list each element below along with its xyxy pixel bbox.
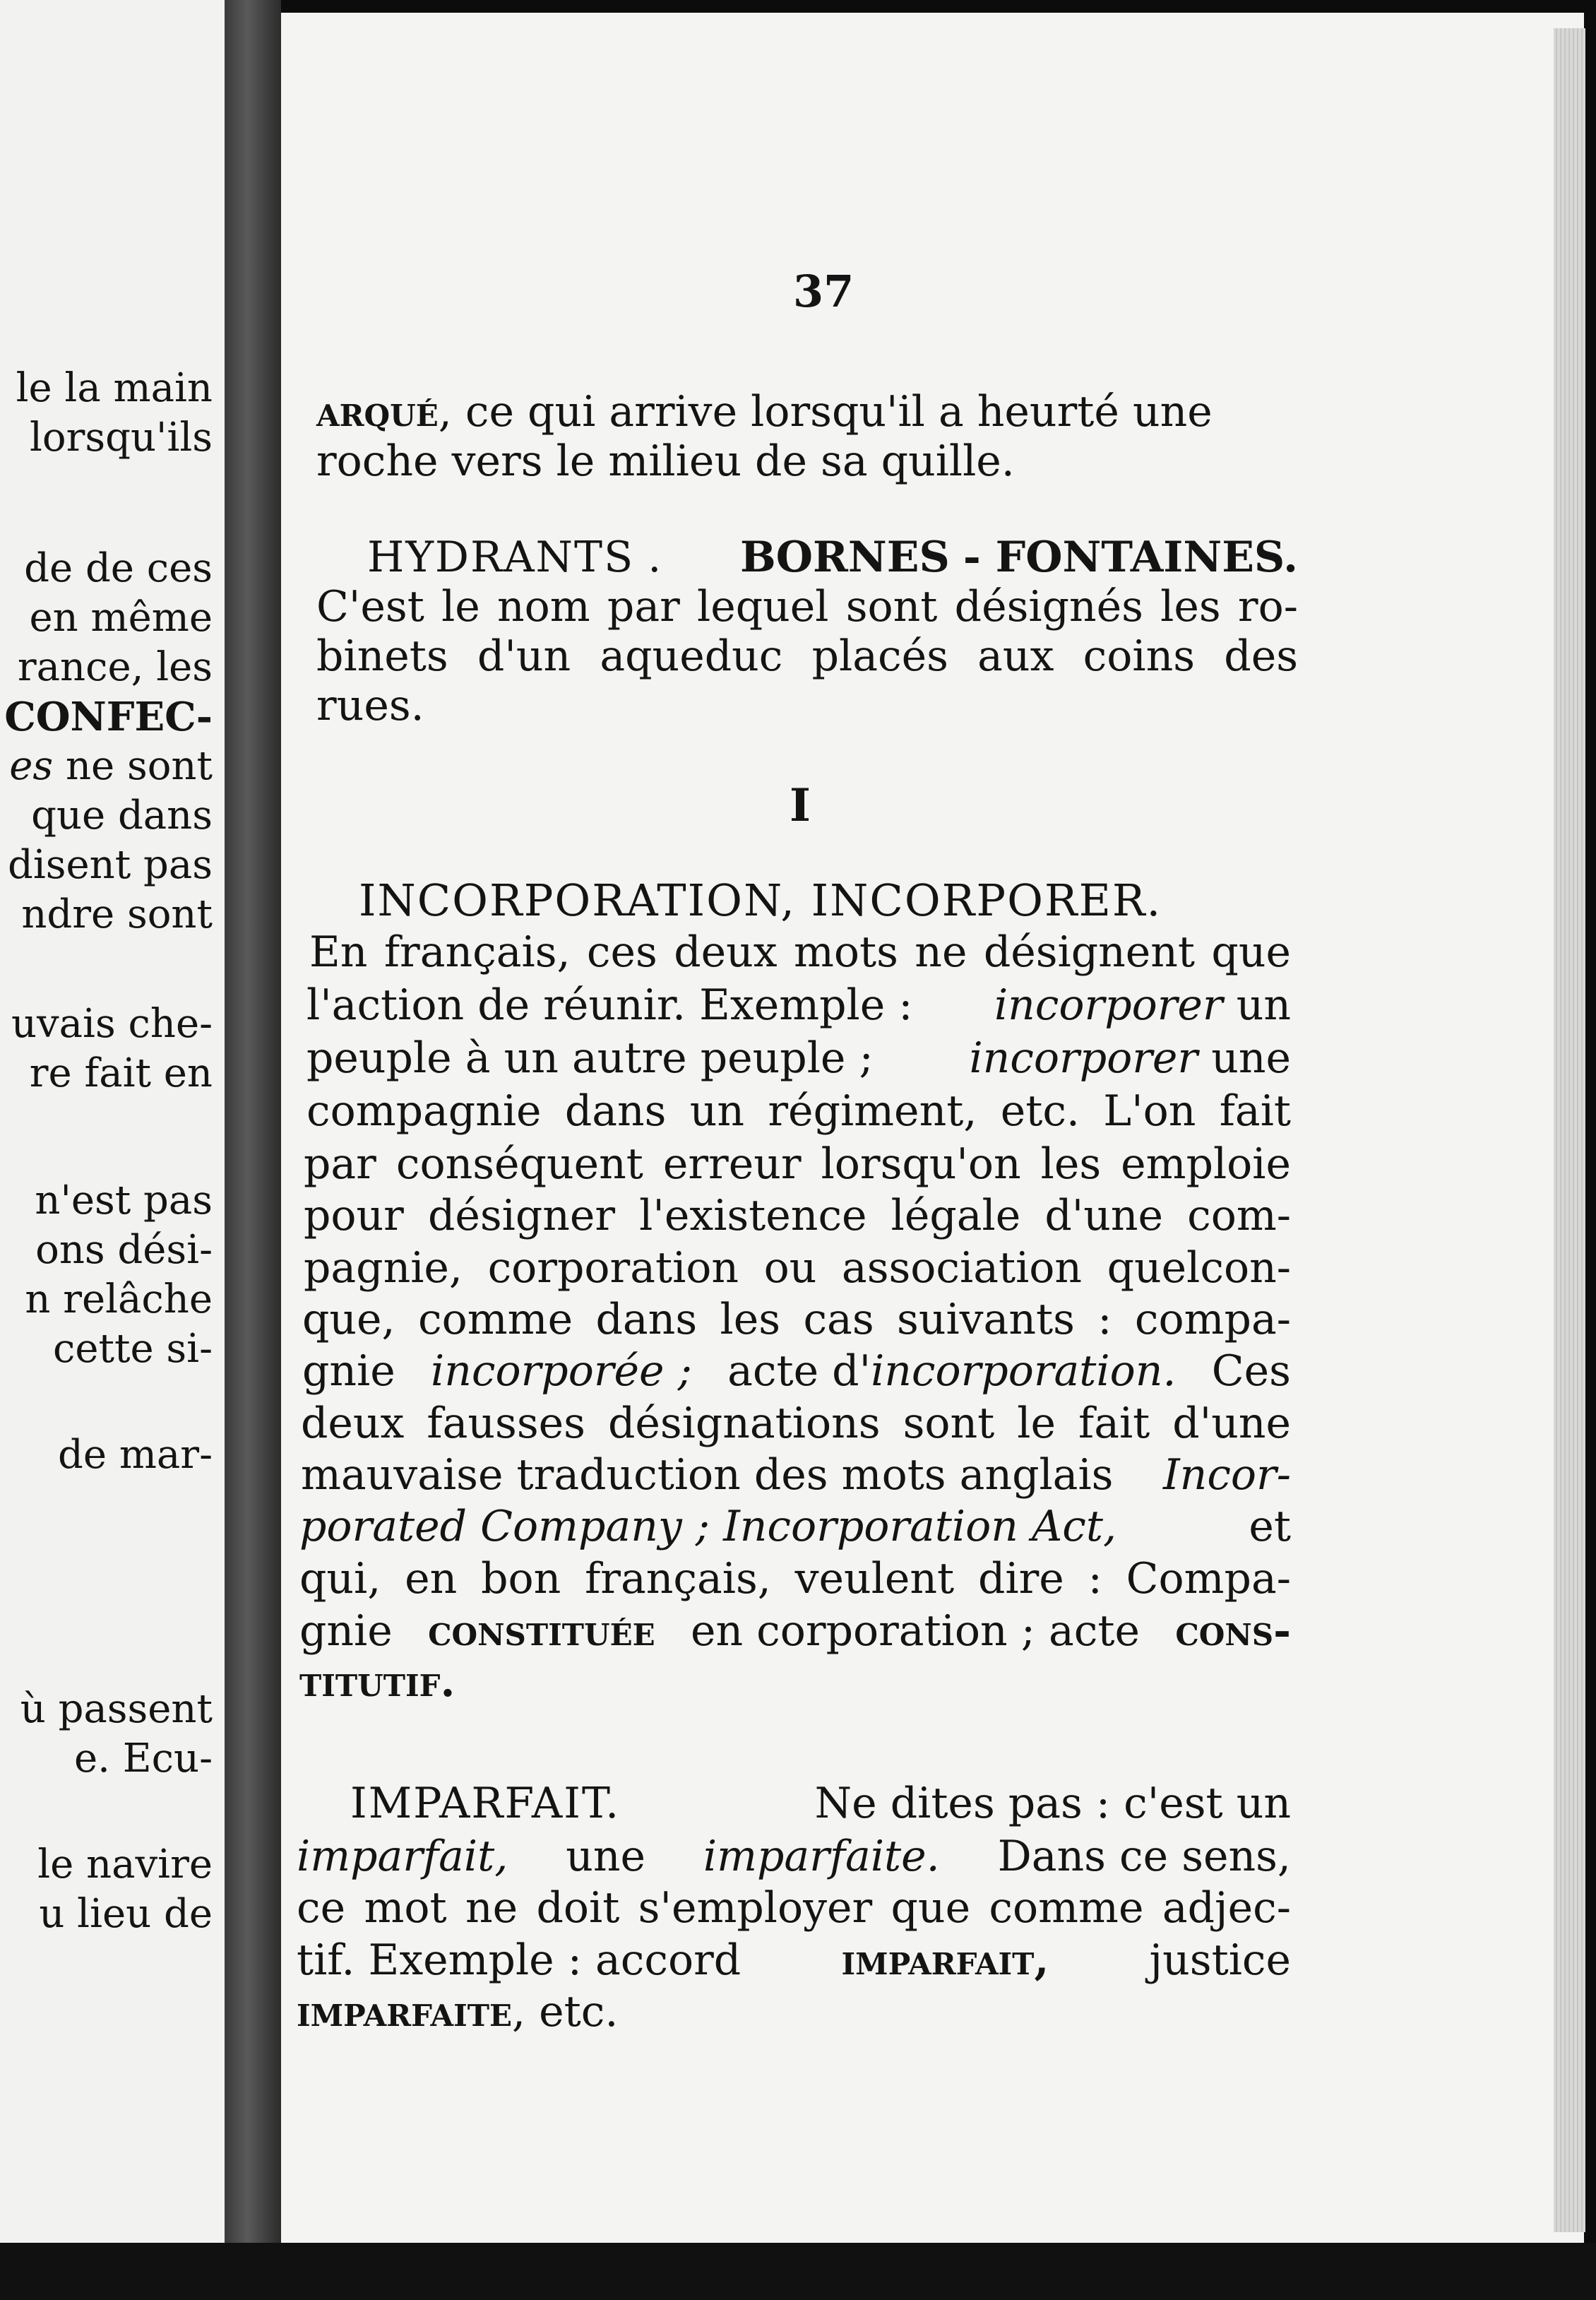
hydrants-line-3: rues. xyxy=(316,681,424,730)
left-page-fragment-line: de de ces xyxy=(24,545,213,591)
incorporation-line-8: que, comme dans les cas suivants : compa- xyxy=(302,1295,1291,1344)
term-arque: arqué xyxy=(316,387,439,437)
incorporation-line-13: qui, en bon français, veulent dire : Compa- xyxy=(299,1554,1291,1604)
main-page xyxy=(281,13,1584,2248)
page-number: 37 xyxy=(793,266,854,317)
left-page-fragment-line: le la main xyxy=(16,365,213,411)
page-edge xyxy=(1554,28,1585,2232)
left-page-fragment-line: n relâche xyxy=(25,1276,213,1322)
incorporation-line-15: titutif. xyxy=(299,1657,455,1707)
left-page-fragment-line: le navire xyxy=(37,1842,213,1887)
incorporation-line-14: gnie constituée en corporation ; acte cons- xyxy=(299,1606,1291,1656)
bottom-shadow xyxy=(0,2243,1596,2300)
left-page-fragment-line: uvais che- xyxy=(11,1001,213,1047)
left-page-fragment-line: ons dési- xyxy=(35,1227,213,1273)
hydrants-line-2: binets d'un aqueduc placés aux coins des xyxy=(316,632,1298,681)
left-page-fragment-line: ù passent xyxy=(20,1686,213,1732)
headword-incorporation: INCORPORATION, INCORPORER. xyxy=(359,875,1162,926)
left-facing-page xyxy=(0,0,244,2243)
incorporation-line-7: pagnie, corporation ou association quelcon- xyxy=(304,1243,1291,1293)
hydrants-heading-line xyxy=(367,533,1298,582)
hydrants-line-1: C'est le nom par lequel sont désignés les ro- xyxy=(316,582,1298,632)
hydrants-translation: BORNES - FONTAINES. xyxy=(740,533,1298,582)
headword-period: . xyxy=(648,533,662,582)
incorporation-line-11: mauvaise traduction des mots anglais Incor- xyxy=(301,1450,1291,1500)
left-page-fragment-line: ndre sont xyxy=(21,891,213,937)
left-page-fragment-line: e. Ecu- xyxy=(74,1736,213,1782)
left-page-fragment-line: CONFEC- xyxy=(4,694,213,740)
headword-hydrants: HYDRANTS xyxy=(367,533,635,582)
incorporation-line-1: En français, ces deux mots ne désignent que xyxy=(309,927,1291,977)
continuation-line-2: roche vers le milieu de sa quille. xyxy=(316,437,1015,486)
incorporation-line-5: par conséquent erreur lorsqu'on les emploie xyxy=(304,1139,1291,1189)
incorporation-line-6: pour désigner l'existence légale d'une com- xyxy=(304,1191,1291,1240)
continuation-text: , ce qui arrive lorsqu'il a heurté une xyxy=(438,387,1213,437)
left-page-fragment-line: re fait en xyxy=(29,1050,213,1096)
left-page-fragment-line: cette si- xyxy=(52,1326,213,1372)
headword-imparfait: IMPARFAIT. xyxy=(350,1779,621,1828)
imparfait-line-4: tif. Exemple : accord imparfait, justice xyxy=(297,1936,1291,1985)
left-page-fragment-line: es ne sont xyxy=(9,743,213,789)
imparfait-line-1: Ne dites pas : c'est un xyxy=(814,1779,1291,1828)
incorporation-line-12: porated Company ; Incorporation Act, et xyxy=(299,1502,1291,1551)
left-page-fragment-line: disent pas xyxy=(8,842,213,888)
incorporation-line-2: l'action de réunir. Exemple : incorporer un xyxy=(306,980,1291,1030)
left-page-fragment-line: lorsqu'ils xyxy=(30,415,213,461)
imparfait-heading-line xyxy=(350,1779,1291,1828)
left-page-fragment-line: que dans xyxy=(31,793,213,838)
imparfait-line-5: imparfaite, etc. xyxy=(297,1987,619,2037)
left-page-fragment-line: n'est pas xyxy=(35,1178,213,1223)
incorporation-line-10: deux fausses désignations sont le fait d'une xyxy=(301,1399,1291,1448)
incorporation-line-4: compagnie dans un régiment, etc. L'on fait xyxy=(306,1086,1291,1136)
continuation-line-1 xyxy=(316,387,1298,437)
incorporation-line-9: gnie incorporée ; acte d'incorporation. Ces xyxy=(302,1346,1291,1396)
left-page-fragment-line: en même xyxy=(29,595,213,641)
section-letter: I xyxy=(790,779,811,832)
left-page-fragment-line: rance, les xyxy=(17,644,213,690)
left-page-fragment-line: de mar- xyxy=(58,1432,213,1478)
incorporation-line-3: peuple à un autre peuple ; incorporer une xyxy=(306,1033,1291,1083)
imparfait-line-2: imparfait, une imparfaite. Dans ce sens, xyxy=(297,1832,1291,1881)
left-page-fragment-line: u lieu de xyxy=(39,1891,213,1937)
book-gutter xyxy=(225,0,281,2243)
imparfait-line-3: ce mot ne doit s'employer que comme adjec- xyxy=(297,1883,1291,1933)
